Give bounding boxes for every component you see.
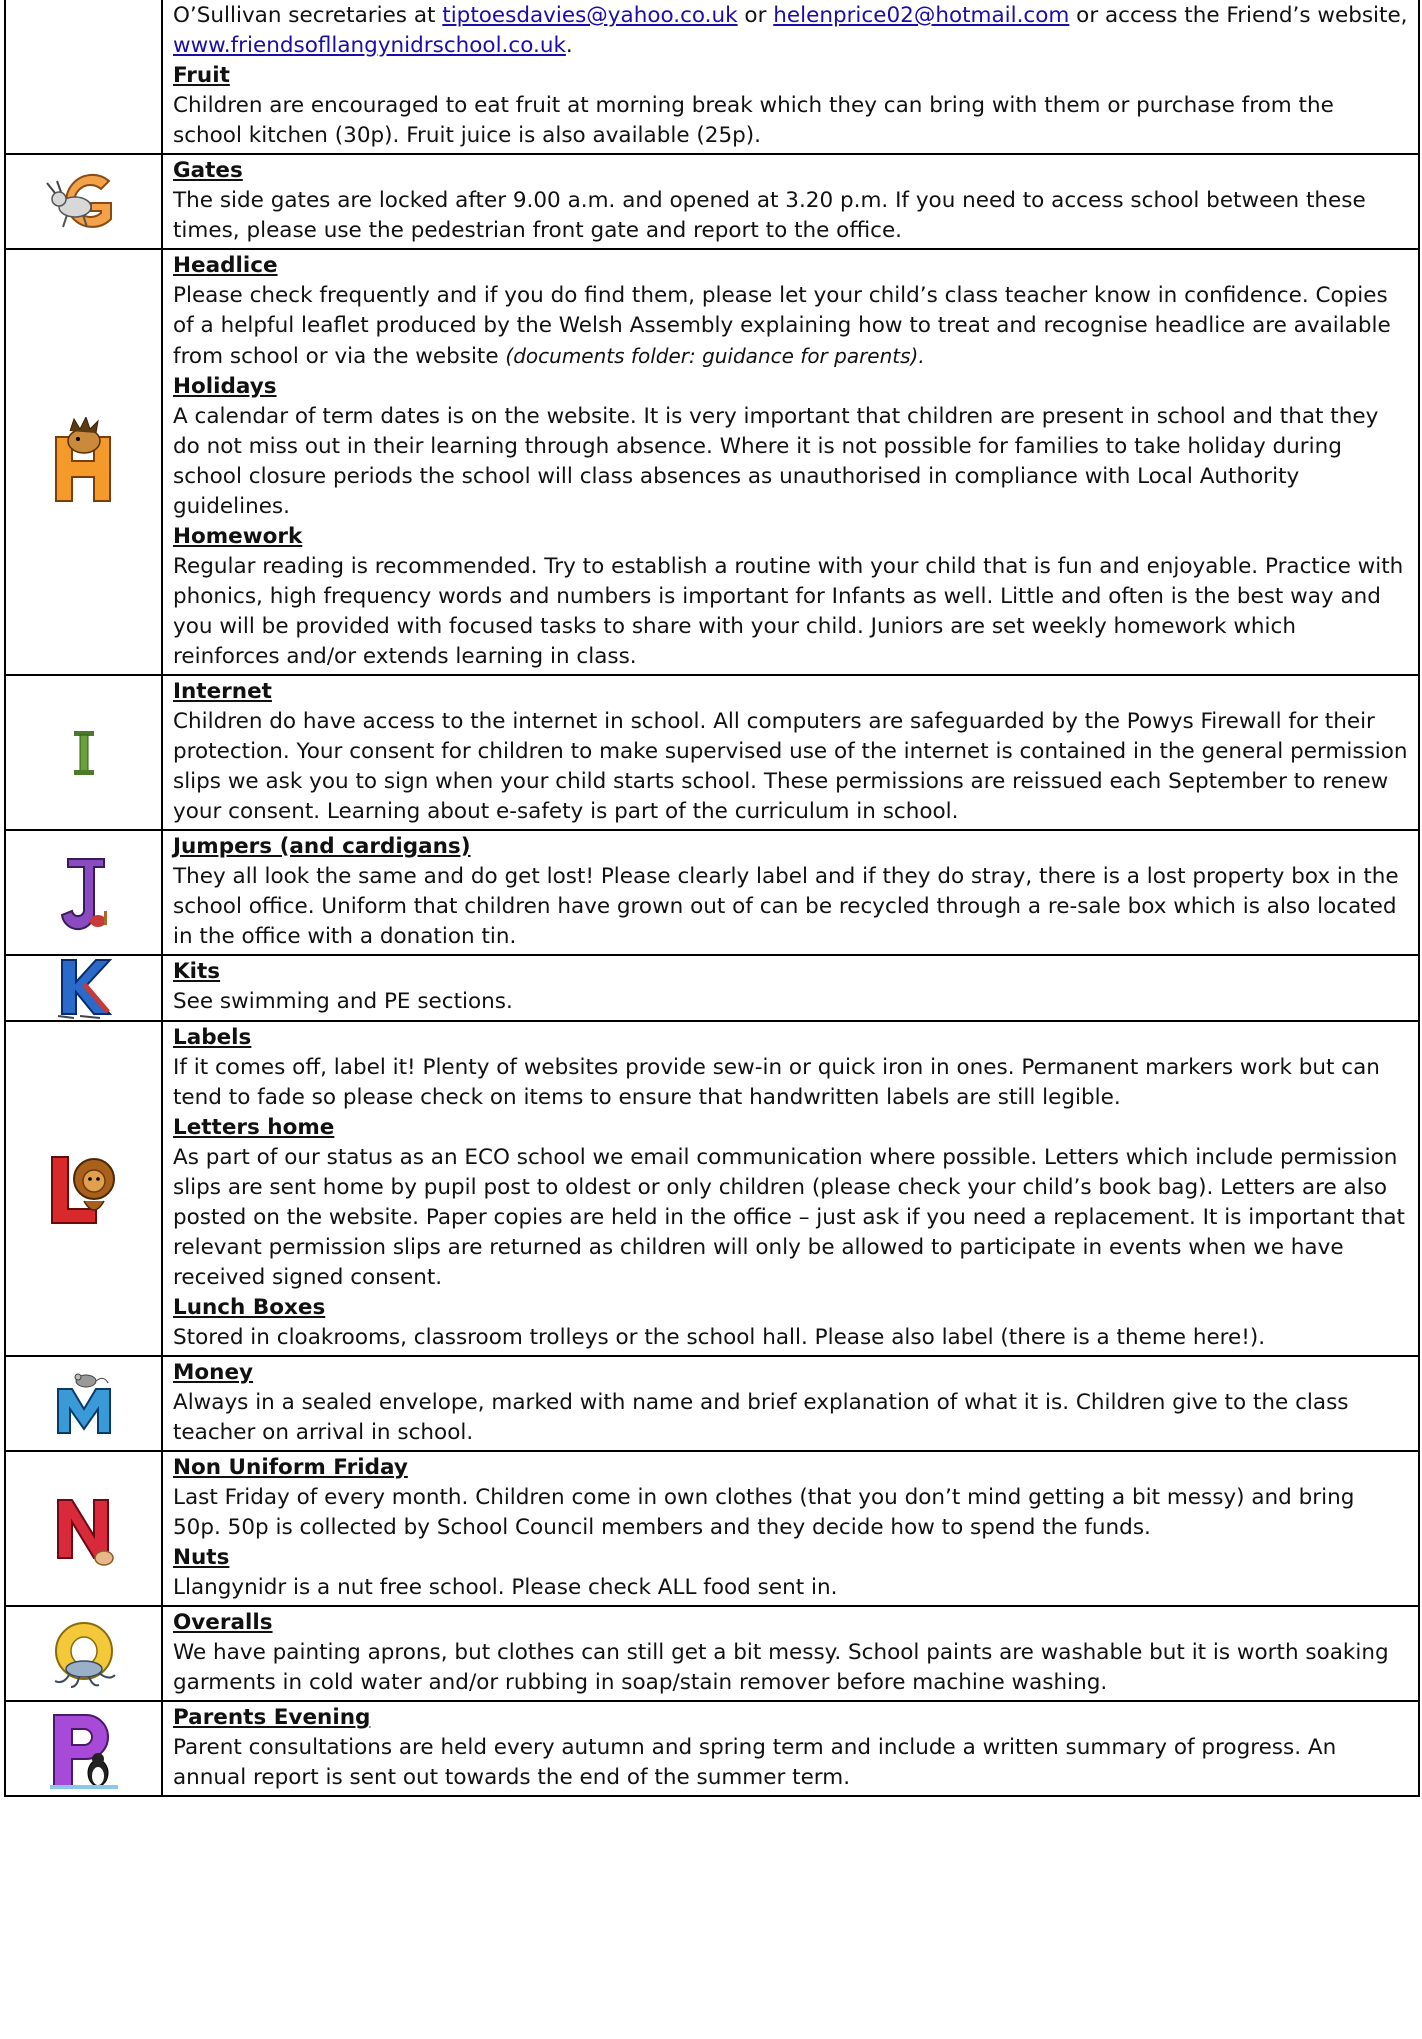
friends-contact-paragraph: O’Sullivan secretaries at tiptoesdavies@yahoo.co.uk or helenprice02@hotmail.com or access the Friend’s website, www.friendsofllangynidrschool.co.uk. [173,3,1408,58]
letter-o-octopus-icon [49,1619,119,1689]
text-non-uniform-friday: Last Friday of every month. Children come in own clothes (that you don’t mind getting a bit messy) and bring 50p. 50p is collected by School Council members and they decide how to spend the funds. [173,1485,1355,1540]
row-i [5,675,1419,830]
text-cell-i [162,675,1419,830]
heading-money: Money [173,1360,254,1385]
text-letters-home: As part of our status as an ECO school we email communication where possible. Letters which include permission slips are sent home by pupil post to oldest or only children (please check your child’s book bag). Letters are also posted on the website. Paper copies are held in the office – just ask if you need a replacement. It is important that relevant permission slips are returned as children will only be allowed to participate in events when we have received signed consent. [173,1145,1405,1290]
text-money: Always in a sealed envelope, marked with name and brief explanation of what it is. Children give to the class teacher on arrival in school. [173,1390,1349,1445]
website-link-friends[interactable]: www.friendsofllangynidrschool.co.uk [173,33,566,58]
text-gates: The side gates are locked after 9.00 a.m. and opened at 3.20 p.m. If you need to access school between these times, please use the pedestrian front gate and report to the office. [173,188,1366,243]
heading-letters-home: Letters home [173,1115,335,1140]
heading-holidays: Holidays [173,374,277,399]
text-lunch-boxes: Stored in cloakrooms, classroom trolleys or the school hall. Please also label (there is a theme here!). [173,1325,1266,1350]
letter-i-icon [72,729,96,777]
text-cell-k [162,955,1419,1021]
icon-cell-i [5,675,162,830]
heading-kits: Kits [173,959,221,984]
heading-fruit: Fruit [173,63,230,88]
text-overalls: We have painting aprons, but clothes can still get a bit messy. School paints are washable but it is worth soaking garments in cold water and/or rubbing in soap/stain remover before machine washing. [173,1640,1389,1695]
text-cell-l [162,1021,1419,1356]
row-o [5,1606,1419,1701]
row-n [5,1451,1419,1606]
icon-cell-empty [5,0,162,154]
text-kits: See swimming and PE sections. [173,989,513,1014]
icon-cell-p [5,1701,162,1796]
text-cell-h [162,249,1419,675]
icon-cell-o [5,1606,162,1701]
headlice-note: (documents folder: guidance for parents). [505,344,925,368]
heading-nuts: Nuts [173,1545,230,1570]
letter-j-icon [54,853,114,933]
text-cell-j [162,830,1419,955]
email-link-tiptoesdavies[interactable]: tiptoesdavies@yahoo.co.uk [442,3,738,28]
text-jumpers: They all look the same and do get lost! Please clearly label and if they do stray, there is a lost property box in the school office. Uniform that children have grown out of can be recycled through a re-sale box which is also located in the office with a donation tin. [173,864,1399,949]
icon-cell-g [5,154,162,249]
heading-overalls: Overalls [173,1610,273,1635]
letter-m-mouse-icon [52,1371,116,1437]
letter-k-icon [54,956,114,1020]
text-cell-continuation [162,0,1419,154]
heading-lunch-boxes: Lunch Boxes [173,1295,326,1320]
heading-internet: Internet [173,679,272,704]
row-continuation [5,0,1419,154]
text-headlice: Please check frequently and if you do find them, please let your child’s class teacher know in confidence. Copies of a helpful leaflet produced by the Welsh Assembly explaining how to treat and recognise headlice are available from school or via the website (documents folder: guidance for parents). [173,283,1391,369]
row-g [5,154,1419,249]
icon-cell-j [5,830,162,955]
row-p [5,1701,1419,1796]
text-cell-m [162,1356,1419,1451]
icon-cell-m [5,1356,162,1451]
letter-p-penguin-icon [46,1709,122,1789]
icon-cell-n [5,1451,162,1606]
icon-cell-k [5,955,162,1021]
heading-non-uniform-friday: Non Uniform Friday [173,1455,408,1480]
text-cell-g [162,154,1419,249]
letter-h-horse-icon [44,417,124,507]
text-homework: Regular reading is recommended. Try to establish a routine with your child that is fun and enjoyable. Practice with phonics, high frequency words and numbers is important for Infants as well. Little and often is the best way and you will be provided with focused tasks to share with your child. Juniors are set weekly homework which reinforces and/or extends learning in class. [173,554,1404,669]
text-cell-p [162,1701,1419,1796]
row-h [5,249,1419,675]
row-k [5,955,1419,1021]
heading-labels: Labels [173,1025,252,1050]
text-cell-n [162,1451,1419,1606]
icon-cell-l [5,1021,162,1356]
text-nuts: Llangynidr is a nut free school. Please check ALL food sent in. [173,1575,838,1600]
text-holidays: A calendar of term dates is on the website. It is very important that children are present in school and that they do not miss out in their learning through absence. Where it is not possible for families to take holiday during school closure periods the school will class absences as unauthorised in compliance with Local Authority guidelines. [173,404,1379,519]
letter-n-icon [52,1492,116,1566]
letter-g-goat-icon [39,171,129,233]
icon-cell-h [5,249,162,675]
heading-parents-evening: Parents Evening [173,1705,371,1730]
row-m [5,1356,1419,1451]
text-parents-evening: Parent consultations are held every autumn and spring term and include a written summary of progress. An annual report is sent out towards the end of the summer term. [173,1735,1337,1790]
row-j [5,830,1419,955]
heading-headlice: Headlice [173,253,278,278]
text-cell-o [162,1606,1419,1701]
text-labels: If it comes off, label it! Plenty of websites provide sew-in or quick iron in ones. Permanent markers work but can tend to fade so please check on items to ensure that handwritten labels are still legible. [173,1055,1380,1110]
letter-l-lion-icon [44,1149,124,1229]
email-link-helenprice[interactable]: helenprice02@hotmail.com [773,3,1070,28]
document-table [4,0,1420,1797]
heading-homework: Homework [173,524,303,549]
heading-jumpers: Jumpers (and cardigans) [173,834,471,859]
text-internet: Children do have access to the internet in school. All computers are safeguarded by the Powys Firewall for their protection. Your consent for children to make supervised use of the internet is contained in the general permission slips we ask you to sign when your child starts school. These permissions are reissued each September to renew your consent. Learning about e-safety is part of the curriculum in school. [173,709,1408,824]
text-fruit: Children are encouraged to eat fruit at morning break which they can bring with them or purchase from the school kitchen (30p). Fruit juice is also available (25p). [173,93,1334,148]
heading-gates: Gates [173,158,243,183]
row-l [5,1021,1419,1356]
